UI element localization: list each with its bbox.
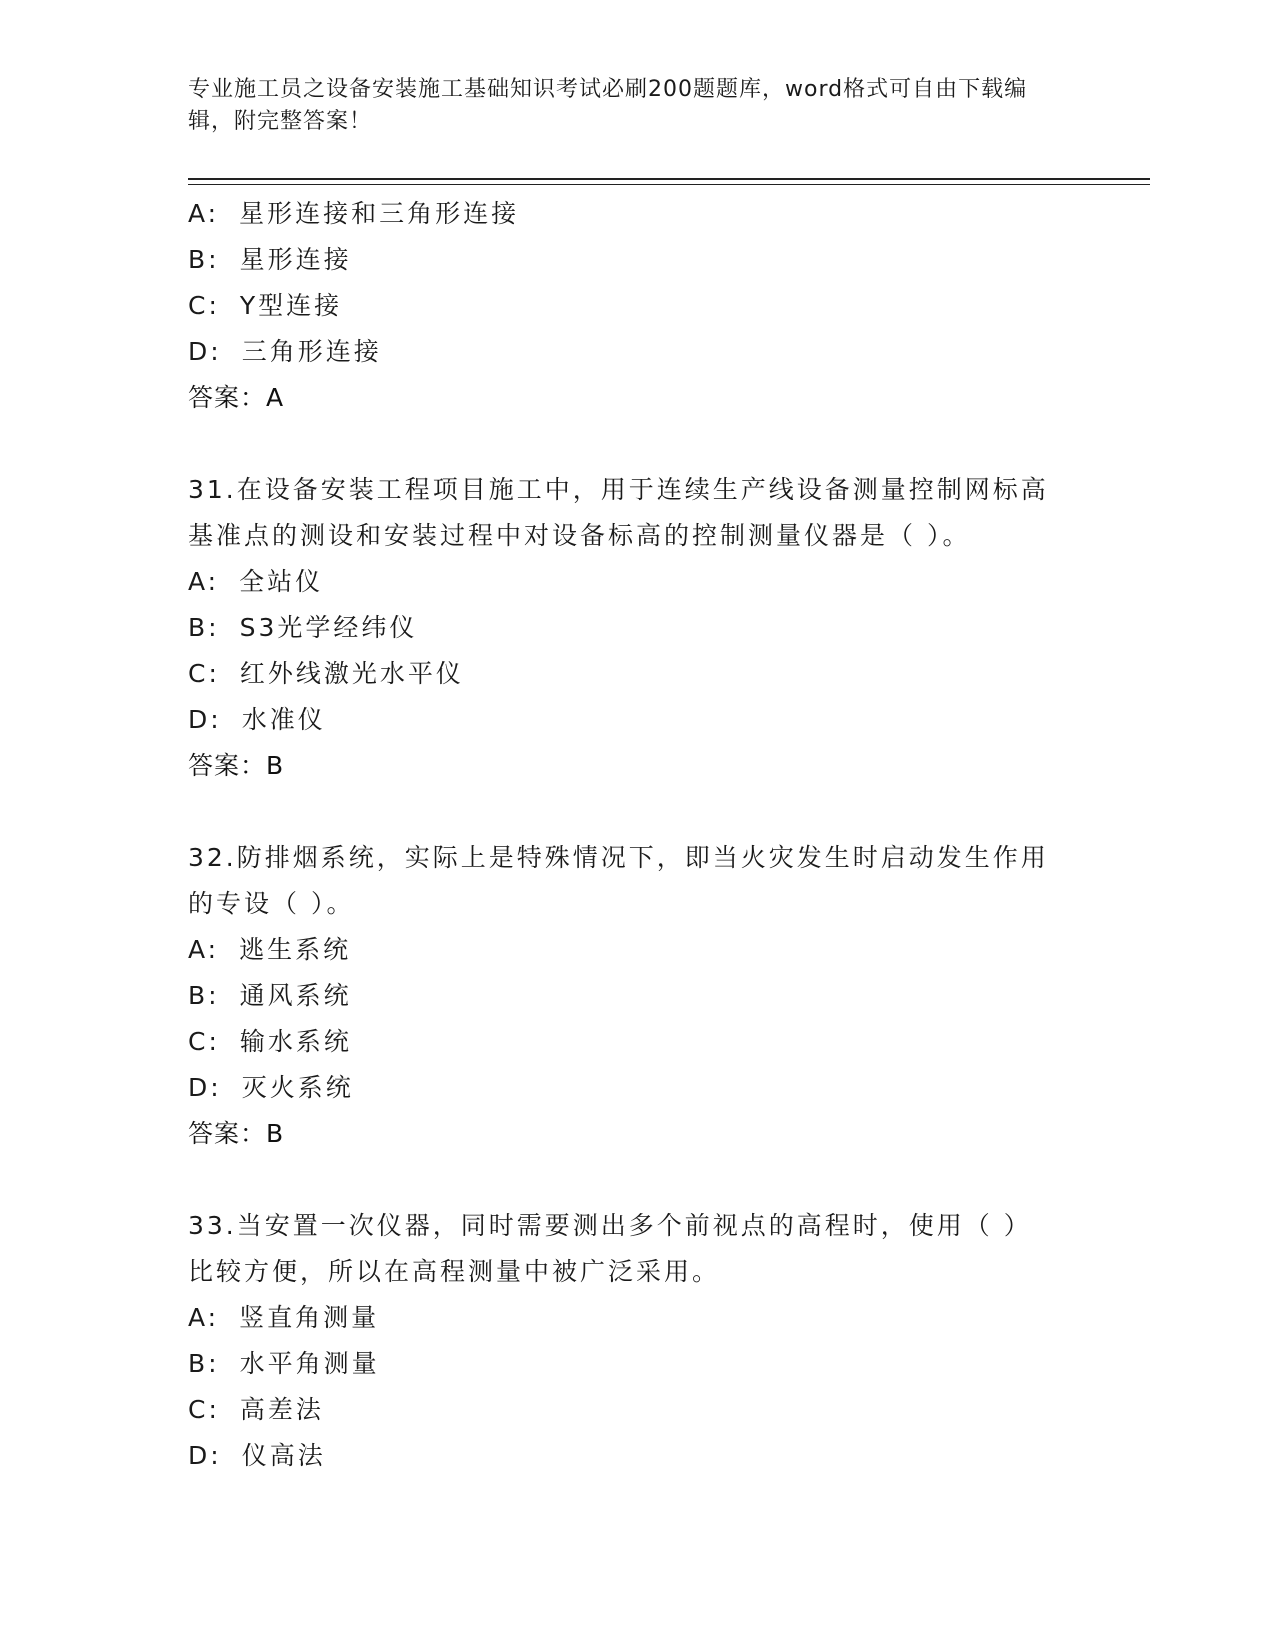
answer-line: 答案：B — [188, 1119, 285, 1148]
option-d: D: 三角形连接 — [188, 337, 382, 366]
question-31 — [188, 467, 1088, 789]
question-stem-line: 33.当安置一次仪器，同时需要测出多个前视点的高程时，使用（ ） — [188, 1211, 1032, 1240]
question-stem-line: 32.防排烟系统，实际上是特殊情况下，即当火灾发生时启动发生作用 — [188, 843, 1049, 872]
option-a: A: 星形连接和三角形连接 — [188, 199, 520, 228]
option-b: B: 通风系统 — [188, 981, 352, 1010]
answer-line: 答案：A — [188, 383, 285, 412]
header-divider-top — [188, 178, 1150, 180]
option-b: B: 星形连接 — [188, 245, 352, 274]
question-stem-line: 的专设（ ）。 — [188, 889, 355, 918]
option-c: C: 红外线激光水平仪 — [188, 659, 464, 688]
page-header: 专业施工员之设备安装施工基础知识考试必刷200题题库，word格式可自由下载编辑，附完整答案！ — [188, 77, 1028, 134]
option-c: C: Y型连接 — [188, 291, 343, 320]
question-stem-line: 基准点的测设和安装过程中对设备标高的控制测量仪器是（ ）。 — [188, 521, 971, 550]
option-c: C: 高差法 — [188, 1395, 324, 1424]
question-stem-line: 31.在设备安装工程项目施工中，用于连续生产线设备测量控制网标高 — [188, 475, 1049, 504]
option-a: A: 竖直角测量 — [188, 1303, 380, 1332]
question-32 — [188, 835, 1088, 1157]
option-b: B: S3光学经纬仪 — [188, 613, 418, 642]
question-list — [188, 191, 1088, 1479]
option-a: A: 全站仪 — [188, 567, 324, 596]
question-33 — [188, 1203, 1088, 1479]
option-b: B: 水平角测量 — [188, 1349, 380, 1378]
answer-line: 答案：B — [188, 751, 285, 780]
option-d: D: 仪高法 — [188, 1441, 326, 1470]
option-c: C: 输水系统 — [188, 1027, 352, 1056]
question-stem-line: 比较方便，所以在高程测量中被广泛采用。 — [188, 1257, 721, 1286]
option-d: D: 水准仪 — [188, 705, 326, 734]
header-divider-bottom — [188, 184, 1150, 185]
question-30-continued — [188, 191, 1088, 421]
option-d: D: 灭火系统 — [188, 1073, 354, 1102]
option-a: A: 逃生系统 — [188, 935, 352, 964]
